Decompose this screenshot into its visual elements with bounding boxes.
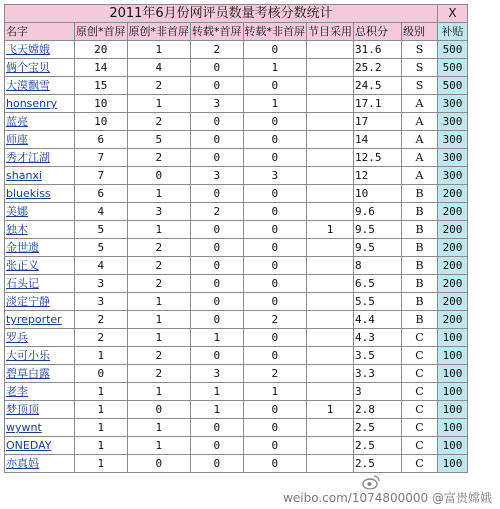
cell-original-front: 4 xyxy=(75,257,128,275)
cell-name[interactable]: 飞天嫦娥 xyxy=(5,41,75,59)
cell-name[interactable]: 张正义 xyxy=(5,257,75,275)
cell-original-front: 2 xyxy=(75,329,128,347)
cell-repost-nonfront: 1 xyxy=(243,383,307,401)
cell-original-front: 10 xyxy=(75,113,128,131)
cell-program-adopted xyxy=(307,275,354,293)
header-level: 级别 xyxy=(402,23,438,41)
cell-repost-nonfront: 0 xyxy=(243,77,307,95)
cell-level: B xyxy=(402,293,438,311)
cell-repost-front: 0 xyxy=(191,149,244,167)
cell-program-adopted xyxy=(307,131,354,149)
cell-name[interactable]: 秀才江湖 xyxy=(5,149,75,167)
cell-total: 9.5 xyxy=(354,221,402,239)
cell-repost-front: 0 xyxy=(191,455,244,473)
cell-repost-nonfront: 0 xyxy=(243,149,307,167)
cell-program-adopted xyxy=(307,113,354,131)
cell-name[interactable]: 美娜 xyxy=(5,203,75,221)
cell-program-adopted xyxy=(307,77,354,95)
cell-total: 2.5 xyxy=(354,455,402,473)
cell-repost-front: 0 xyxy=(191,185,244,203)
cell-level: C xyxy=(402,365,438,383)
cell-level: A xyxy=(402,131,438,149)
cell-repost-nonfront: 1 xyxy=(243,95,307,113)
cell-repost-front: 3 xyxy=(191,95,244,113)
cell-original-front: 10 xyxy=(75,95,128,113)
cell-level: B xyxy=(402,275,438,293)
cell-original-nonfront: 2 xyxy=(127,347,191,365)
cell-subsidy: 200 xyxy=(438,257,468,275)
table-row xyxy=(5,95,468,113)
cell-name[interactable]: 师座 xyxy=(5,131,75,149)
cell-original-nonfront: 0 xyxy=(127,455,191,473)
cell-subsidy: 200 xyxy=(438,239,468,257)
cell-level: C xyxy=(402,419,438,437)
cell-name[interactable]: honsenry xyxy=(5,95,75,113)
cell-program-adopted xyxy=(307,419,354,437)
cell-program-adopted xyxy=(307,185,354,203)
cell-total: 8 xyxy=(354,257,402,275)
cell-original-front: 15 xyxy=(75,77,128,95)
header-repost-front: 转载*首屏 xyxy=(191,23,244,41)
cell-total: 12.5 xyxy=(354,149,402,167)
cell-original-front: 5 xyxy=(75,239,128,257)
cell-repost-nonfront: 0 xyxy=(243,437,307,455)
cell-repost-nonfront: 0 xyxy=(243,419,307,437)
cell-repost-nonfront: 0 xyxy=(243,347,307,365)
table-row xyxy=(5,41,468,59)
cell-level: A xyxy=(402,149,438,167)
cell-original-front: 4 xyxy=(75,203,128,221)
cell-repost-nonfront: 0 xyxy=(243,293,307,311)
cell-name[interactable]: 碧草白露 xyxy=(5,365,75,383)
title-row xyxy=(5,5,468,23)
cell-total: 5.5 xyxy=(354,293,402,311)
cell-original-nonfront: 1 xyxy=(127,329,191,347)
cell-program-adopted xyxy=(307,293,354,311)
cell-original-front: 14 xyxy=(75,59,128,77)
cell-repost-front: 0 xyxy=(191,311,244,329)
cell-program-adopted xyxy=(307,239,354,257)
table-row xyxy=(5,221,468,239)
cell-original-nonfront: 1 xyxy=(127,185,191,203)
cell-program-adopted: 1 xyxy=(307,221,354,239)
cell-level: S xyxy=(402,41,438,59)
cell-total: 25.2 xyxy=(354,59,402,77)
table-row xyxy=(5,455,468,473)
cell-repost-front: 3 xyxy=(191,365,244,383)
cell-level: C xyxy=(402,347,438,365)
cell-repost-nonfront: 0 xyxy=(243,401,307,419)
cell-repost-front: 0 xyxy=(191,59,244,77)
cell-name[interactable]: wywnt xyxy=(5,419,75,437)
cell-repost-nonfront: 1 xyxy=(243,59,307,77)
cell-level: B xyxy=(402,221,438,239)
cell-repost-front: 3 xyxy=(191,167,244,185)
cell-repost-nonfront: 0 xyxy=(243,113,307,131)
cell-original-front: 1 xyxy=(75,383,128,401)
cell-subsidy: 200 xyxy=(438,221,468,239)
cell-total: 14 xyxy=(354,131,402,149)
cell-total: 2.5 xyxy=(354,419,402,437)
cell-repost-front: 0 xyxy=(191,221,244,239)
cell-original-front: 2 xyxy=(75,311,128,329)
cell-repost-front: 0 xyxy=(191,275,244,293)
table-row xyxy=(5,329,468,347)
cell-repost-front: 0 xyxy=(191,239,244,257)
cell-program-adopted xyxy=(307,365,354,383)
cell-repost-front: 0 xyxy=(191,113,244,131)
cell-original-nonfront: 2 xyxy=(127,365,191,383)
cell-original-front: 7 xyxy=(75,149,128,167)
cell-repost-front: 0 xyxy=(191,347,244,365)
cell-name[interactable]: 老李 xyxy=(5,383,75,401)
cell-level: B xyxy=(402,203,438,221)
cell-repost-nonfront: 2 xyxy=(243,365,307,383)
cell-total: 3.3 xyxy=(354,365,402,383)
cell-original-nonfront: 2 xyxy=(127,239,191,257)
cell-repost-nonfront: 0 xyxy=(243,203,307,221)
cell-original-nonfront: 1 xyxy=(127,311,191,329)
table-row xyxy=(5,239,468,257)
table-row xyxy=(5,347,468,365)
table-row xyxy=(5,437,468,455)
cell-subsidy: 100 xyxy=(438,365,468,383)
cell-repost-nonfront: 0 xyxy=(243,257,307,275)
cell-subsidy: 500 xyxy=(438,59,468,77)
cell-original-nonfront: 2 xyxy=(127,77,191,95)
cell-name[interactable]: 罗兵 xyxy=(5,329,75,347)
cell-program-adopted xyxy=(307,329,354,347)
cell-subsidy: 300 xyxy=(438,149,468,167)
cell-subsidy: 100 xyxy=(438,455,468,473)
cell-total: 31.6 xyxy=(354,41,402,59)
cell-repost-front: 0 xyxy=(191,131,244,149)
cell-name[interactable]: tyreporter xyxy=(5,311,75,329)
cell-name[interactable]: bluekiss xyxy=(5,185,75,203)
cell-original-front: 1 xyxy=(75,419,128,437)
cell-name[interactable]: ONEDAY xyxy=(5,437,75,455)
cell-original-nonfront: 2 xyxy=(127,257,191,275)
cell-program-adopted xyxy=(307,347,354,365)
cell-original-front: 1 xyxy=(75,347,128,365)
cell-total: 2.8 xyxy=(354,401,402,419)
cell-level: B xyxy=(402,311,438,329)
header-repost-nonfront: 转载*非首屏 xyxy=(243,23,307,41)
cell-repost-front: 1 xyxy=(191,329,244,347)
cell-original-nonfront: 1 xyxy=(127,221,191,239)
cell-repost-front: 2 xyxy=(191,203,244,221)
cell-subsidy: 200 xyxy=(438,311,468,329)
table-row xyxy=(5,113,468,131)
cell-total: 9.5 xyxy=(354,239,402,257)
cell-subsidy: 100 xyxy=(438,347,468,365)
table-row xyxy=(5,77,468,95)
cell-program-adopted: 1 xyxy=(307,401,354,419)
cell-subsidy: 300 xyxy=(438,131,468,149)
score-table xyxy=(4,4,468,473)
header-original-nonfront: 原创*非首屏 xyxy=(127,23,191,41)
cell-level: C xyxy=(402,401,438,419)
cell-total: 3 xyxy=(354,383,402,401)
cell-original-nonfront: 2 xyxy=(127,113,191,131)
cell-level: B xyxy=(402,239,438,257)
cell-subsidy: 100 xyxy=(438,401,468,419)
cell-name[interactable]: 大可小乐 xyxy=(5,347,75,365)
cell-level: A xyxy=(402,167,438,185)
cell-total: 17 xyxy=(354,113,402,131)
table-row xyxy=(5,365,468,383)
cell-original-nonfront: 4 xyxy=(127,59,191,77)
cell-name[interactable]: shanxi xyxy=(5,167,75,185)
header-original-front: 原创*首屏 xyxy=(75,23,128,41)
cell-subsidy: 300 xyxy=(438,113,468,131)
cell-repost-front: 1 xyxy=(191,383,244,401)
watermark: weibo.com/1074800000 @富贵嫦娥 xyxy=(283,491,492,505)
cell-subsidy: 500 xyxy=(438,41,468,59)
cell-name[interactable]: 淡定宁静 xyxy=(5,293,75,311)
cell-total: 17.1 xyxy=(354,95,402,113)
cell-level: S xyxy=(402,77,438,95)
cell-subsidy: 100 xyxy=(438,419,468,437)
cell-subsidy: 100 xyxy=(438,437,468,455)
cell-repost-front: 0 xyxy=(191,419,244,437)
cell-original-front: 3 xyxy=(75,275,128,293)
cell-original-nonfront: 0 xyxy=(127,401,191,419)
cell-original-front: 5 xyxy=(75,221,128,239)
cell-total: 10 xyxy=(354,185,402,203)
cell-repost-nonfront: 3 xyxy=(243,167,307,185)
cell-total: 3.5 xyxy=(354,347,402,365)
cell-original-front: 1 xyxy=(75,437,128,455)
cell-original-nonfront: 1 xyxy=(127,437,191,455)
cell-level: C xyxy=(402,455,438,473)
cell-level: B xyxy=(402,185,438,203)
cell-original-front: 6 xyxy=(75,185,128,203)
header-program-adopted: 节目采用 xyxy=(307,23,354,41)
cell-program-adopted xyxy=(307,203,354,221)
cell-level: B xyxy=(402,257,438,275)
cell-repost-front: 0 xyxy=(191,437,244,455)
cell-program-adopted xyxy=(307,41,354,59)
cell-original-nonfront: 1 xyxy=(127,383,191,401)
cell-program-adopted xyxy=(307,455,354,473)
table-row xyxy=(5,401,468,419)
table-row xyxy=(5,257,468,275)
cell-name[interactable]: 梦顶顶 xyxy=(5,401,75,419)
cell-repost-nonfront: 0 xyxy=(243,131,307,149)
table-row xyxy=(5,203,468,221)
header-row xyxy=(5,23,468,41)
cell-program-adopted xyxy=(307,257,354,275)
cell-program-adopted xyxy=(307,167,354,185)
cell-repost-nonfront: 0 xyxy=(243,329,307,347)
cell-total: 9.6 xyxy=(354,203,402,221)
cell-total: 12 xyxy=(354,167,402,185)
cell-subsidy: 100 xyxy=(438,383,468,401)
cell-repost-front: 1 xyxy=(191,401,244,419)
cell-repost-nonfront: 0 xyxy=(243,185,307,203)
cell-program-adopted xyxy=(307,95,354,113)
cell-repost-nonfront: 0 xyxy=(243,221,307,239)
cell-total: 4.4 xyxy=(354,311,402,329)
cell-original-nonfront: 2 xyxy=(127,275,191,293)
cell-program-adopted xyxy=(307,149,354,167)
table-row xyxy=(5,59,468,77)
cell-original-nonfront: 3 xyxy=(127,203,191,221)
cell-subsidy: 200 xyxy=(438,275,468,293)
cell-subsidy: 300 xyxy=(438,95,468,113)
cell-total: 24.5 xyxy=(354,77,402,95)
cell-repost-front: 0 xyxy=(191,257,244,275)
cell-level: C xyxy=(402,383,438,401)
table-title: 2011年6月份网评员数量考核分数统计 xyxy=(5,5,438,23)
cell-repost-front: 0 xyxy=(191,77,244,95)
cell-name[interactable]: 石头记 xyxy=(5,275,75,293)
cell-original-front: 1 xyxy=(75,401,128,419)
cell-repost-front: 2 xyxy=(191,41,244,59)
cell-total: 2.5 xyxy=(354,437,402,455)
table-row xyxy=(5,275,468,293)
cell-original-nonfront: 1 xyxy=(127,95,191,113)
table-row xyxy=(5,311,468,329)
cell-level: A xyxy=(402,113,438,131)
cell-subsidy: 500 xyxy=(438,77,468,95)
cell-name[interactable]: 蓝亮 xyxy=(5,113,75,131)
cell-name[interactable]: 独木 xyxy=(5,221,75,239)
cell-program-adopted xyxy=(307,437,354,455)
cell-name[interactable]: 大漠飘雪 xyxy=(5,77,75,95)
cell-original-front: 7 xyxy=(75,167,128,185)
table-row xyxy=(5,419,468,437)
cell-program-adopted xyxy=(307,311,354,329)
cell-repost-nonfront: 0 xyxy=(243,41,307,59)
cell-original-front: 3 xyxy=(75,293,128,311)
close-icon[interactable]: X xyxy=(438,5,468,23)
cell-total: 4.3 xyxy=(354,329,402,347)
table-row xyxy=(5,149,468,167)
cell-program-adopted xyxy=(307,59,354,77)
cell-original-nonfront: 1 xyxy=(127,41,191,59)
cell-subsidy: 300 xyxy=(438,167,468,185)
cell-subsidy: 200 xyxy=(438,203,468,221)
header-name: 名字 xyxy=(5,23,75,41)
cell-original-front: 20 xyxy=(75,41,128,59)
cell-level: C xyxy=(402,437,438,455)
cell-original-nonfront: 1 xyxy=(127,293,191,311)
cell-original-front: 6 xyxy=(75,131,128,149)
cell-original-nonfront: 0 xyxy=(127,167,191,185)
cell-repost-nonfront: 2 xyxy=(243,311,307,329)
cell-repost-nonfront: 0 xyxy=(243,239,307,257)
header-subsidy: 补贴 xyxy=(438,23,468,41)
cell-repost-nonfront: 0 xyxy=(243,455,307,473)
header-total: 总积分 xyxy=(354,23,402,41)
cell-subsidy: 100 xyxy=(438,329,468,347)
table-row xyxy=(5,185,468,203)
cell-original-nonfront: 2 xyxy=(127,149,191,167)
table-row xyxy=(5,383,468,401)
cell-original-nonfront: 1 xyxy=(127,419,191,437)
cell-repost-nonfront: 0 xyxy=(243,275,307,293)
cell-name[interactable]: 金世遗 xyxy=(5,239,75,257)
table-row xyxy=(5,167,468,185)
cell-subsidy: 200 xyxy=(438,185,468,203)
cell-name[interactable]: 亦真妈 xyxy=(5,455,75,473)
cell-level: C xyxy=(402,329,438,347)
cell-name[interactable]: 俩个宝贝 xyxy=(5,59,75,77)
table-row xyxy=(5,131,468,149)
cell-original-front: 0 xyxy=(75,365,128,383)
cell-repost-front: 0 xyxy=(191,293,244,311)
cell-original-front: 1 xyxy=(75,455,128,473)
cell-program-adopted xyxy=(307,383,354,401)
cell-level: S xyxy=(402,59,438,77)
cell-subsidy: 200 xyxy=(438,293,468,311)
cell-total: 6.5 xyxy=(354,275,402,293)
cell-level: A xyxy=(402,95,438,113)
cell-original-nonfront: 5 xyxy=(127,131,191,149)
table-row xyxy=(5,293,468,311)
